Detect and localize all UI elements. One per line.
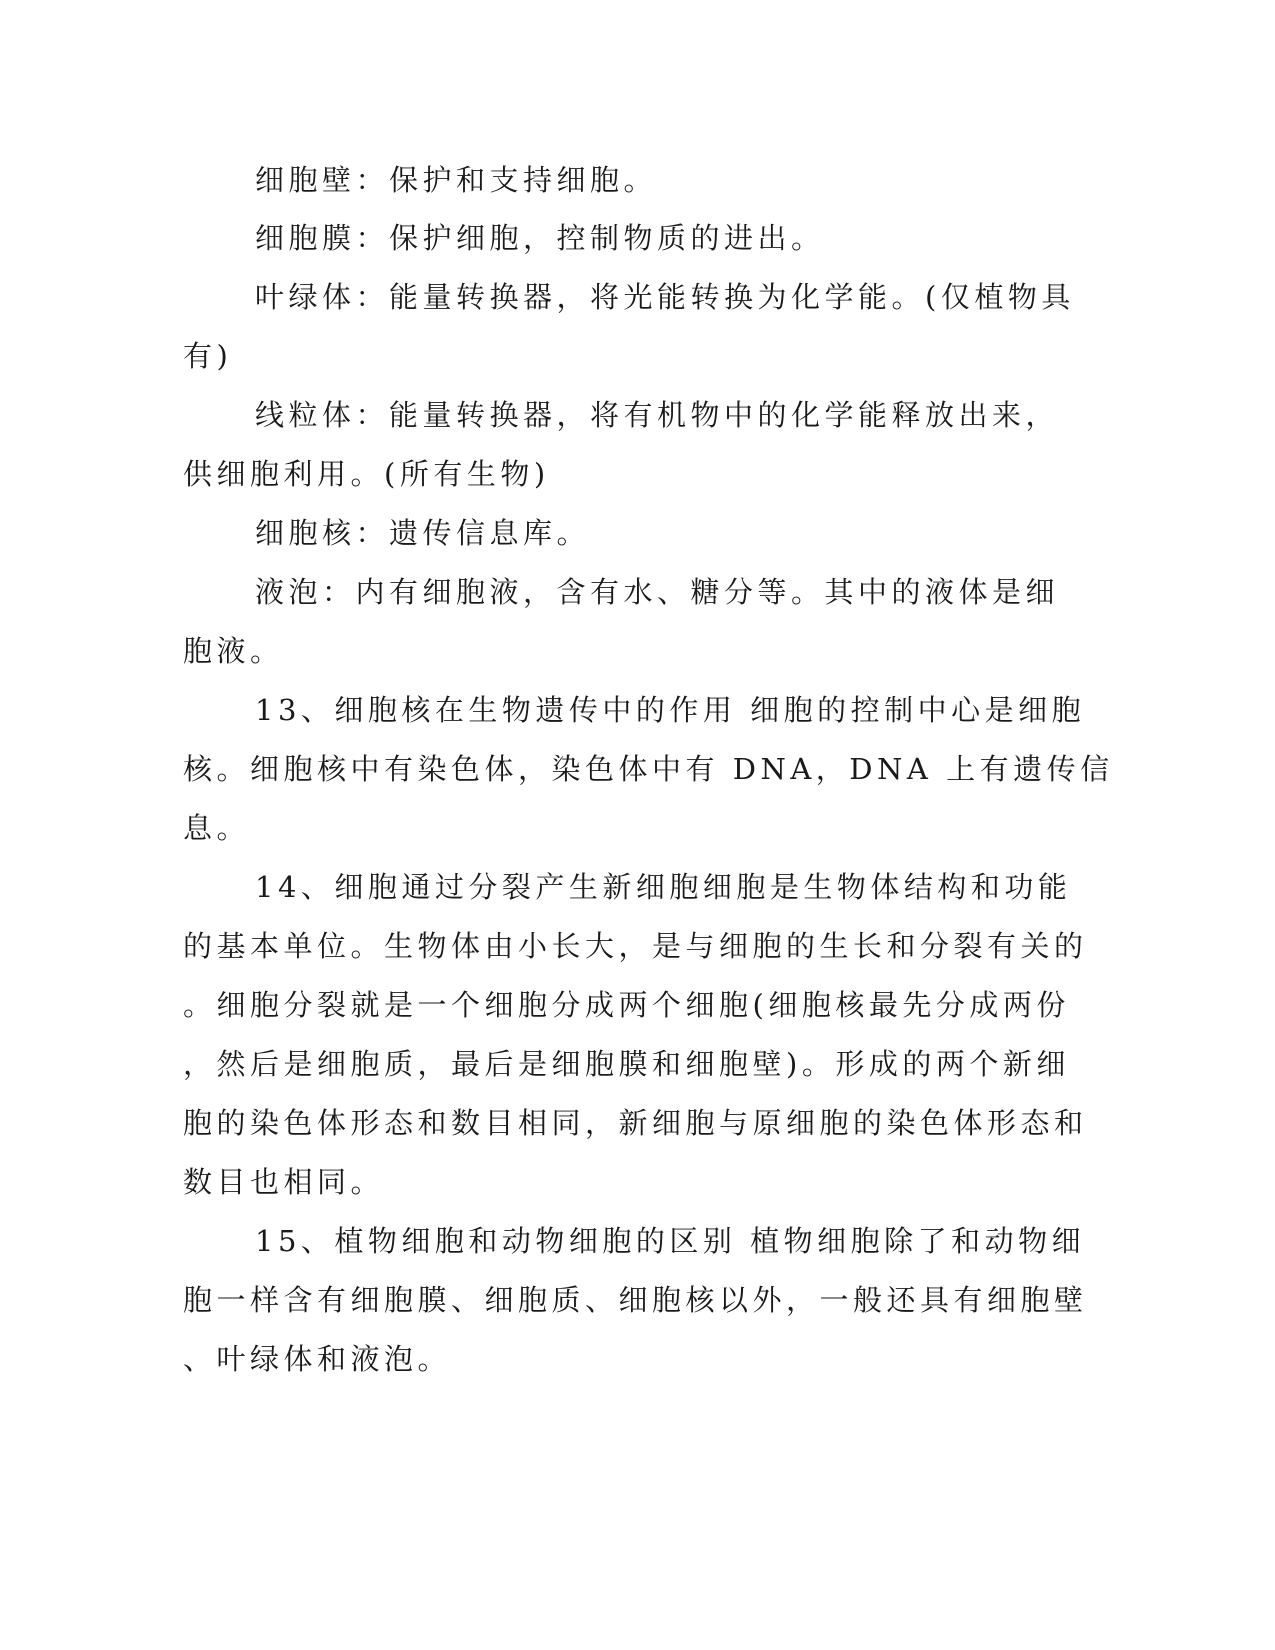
text-line-item-15-cont-1: 胞一样含有细胞膜、细胞质、细胞核以外，一般还具有细胞壁 [183, 1283, 1088, 1317]
text-line-item-13: 13、细胞核在生物遗传中的作用 细胞的控制中心是细胞 [255, 693, 1086, 727]
text-line-mitochondria: 线粒体：能量转换器，将有机物中的化学能释放出来， [255, 398, 1060, 432]
text-line-vacuole: 液泡：内有细胞液，含有水、糖分等。其中的液体是细 [255, 575, 1060, 609]
text-line-item-14-cont-2: 。细胞分裂就是一个细胞分成两个细胞(细胞核最先分成两份 [183, 988, 1070, 1022]
text-line-item-15: 15、植物细胞和动物细胞的区别 植物细胞除了和动物细 [255, 1224, 1086, 1258]
text-line-item-14-cont-3: ，然后是细胞质，最后是细胞膜和细胞壁)。形成的两个新细 [183, 1047, 1070, 1081]
text-line-chloroplast: 叶绿体：能量转换器，将光能转换为化学能。(仅植物具 [255, 280, 1075, 314]
text-line-item-13-cont-1: 核。细胞核中有染色体，染色体中有 DNA，DNA 上有遗传信 [183, 752, 1114, 786]
text-line-cell-wall: 细胞壁：保护和支持细胞。 [255, 163, 658, 197]
text-line-cell-membrane: 细胞膜：保护细胞，控制物质的进出。 [255, 221, 825, 255]
text-line-nucleus: 细胞核：遗传信息库。 [255, 516, 591, 550]
text-line-chloroplast-cont: 有) [183, 339, 233, 373]
text-line-item-15-cont-2: 、叶绿体和液泡。 [183, 1342, 452, 1376]
text-line-vacuole-cont: 胞液。 [183, 634, 284, 668]
text-line-mitochondria-cont: 供细胞利用。(所有生物) [183, 457, 550, 491]
text-line-item-13-cont-2: 息。 [183, 811, 251, 845]
text-line-item-14-cont-5: 数目也相同。 [183, 1165, 385, 1199]
text-line-item-14-cont-4: 胞的染色体形态和数目相同，新细胞与原细胞的染色体形态和 [183, 1106, 1088, 1140]
text-line-item-14: 14、细胞通过分裂产生新细胞细胞是生物体结构和功能 [255, 870, 1072, 904]
text-line-item-14-cont-1: 的基本单位。生物体由小长大，是与细胞的生长和分裂有关的 [183, 929, 1088, 963]
